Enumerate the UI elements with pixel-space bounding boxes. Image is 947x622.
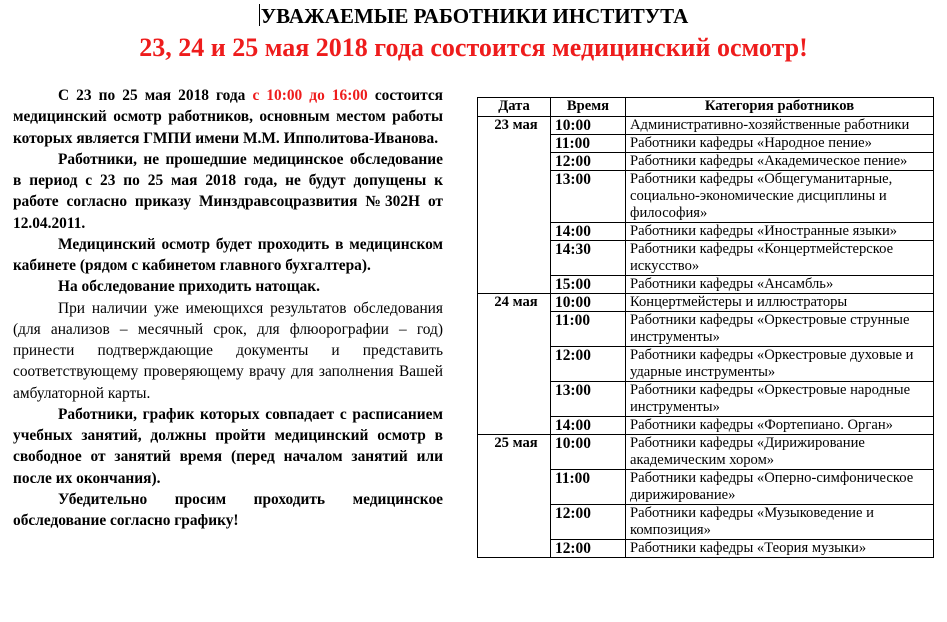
schedule-time: 13:00: [551, 171, 626, 223]
schedule-time: 10:00: [551, 435, 626, 470]
schedule-time: 10:00: [551, 117, 626, 135]
table-row: [478, 117, 934, 135]
schedule-category: Работники кафедры «Оркестровые духовые и ударные инструменты»: [626, 347, 934, 382]
paragraph-fasting: На обследование приходить натощак.: [58, 278, 320, 296]
schedule-category: Работники кафедры «Оперно-симфоническое дирижирование»: [626, 470, 934, 505]
schedule-time: 11:00: [551, 312, 626, 347]
schedule-category: Работники кафедры «Народное пение»: [626, 135, 934, 153]
schedule-time: 12:00: [551, 540, 626, 558]
schedule-category: Работники кафедры «Оркестровые струнные инструменты»: [626, 312, 934, 347]
schedule-time: 12:00: [551, 505, 626, 540]
schedule-body: [478, 117, 934, 558]
paragraph-admission: Работники, не прошедшие медицинское обследование в период с 23 по 25 мая 2018 года, не будут допущены к работе согласно приказу Минздравсоцразвития №302Н от 12.04.2011.: [13, 150, 443, 232]
schedule-time: 11:00: [551, 470, 626, 505]
table-row: [478, 294, 934, 312]
schedule-category: Концертмейстеры и иллюстраторы: [626, 294, 934, 312]
hours-highlight: с 10:00 до 16:00: [252, 87, 368, 104]
header-date: Дата: [478, 98, 551, 117]
schedule-time: 10:00: [551, 294, 626, 312]
notice-body: [13, 85, 443, 531]
paragraph-results: При наличии уже имеющихся результатов обследования (для анализов – месячный срок, для флюорографии – год) принести подтверждающие документы и представить соответствующему проверяющему врачу для заполнения Вашей амбулаторной карты.: [13, 299, 443, 402]
schedule-date: 24 мая: [478, 294, 551, 435]
paragraph-location: Медицинский осмотр будет проходить в медицинском кабинете (рядом с кабинетом главного бухгалтера).: [13, 235, 443, 274]
schedule-category: Работники кафедры «Теория музыки»: [626, 540, 934, 558]
paragraph-request: Убедительно просим проходить медицинское обследование согласно графику!: [13, 490, 443, 529]
table-row: [478, 435, 934, 470]
schedule-category: Работники кафедры «Иностранные языки»: [626, 223, 934, 241]
paragraph-dates: С 23 по 25 мая 2018 года с 10:00 до 16:00 состоится медицинский осмотр работников, основным местом работы которых является ГМПИ имени М.М. Ипполитова-Иванова.: [13, 87, 444, 147]
schedule-category: Работники кафедры «Академическое пение»: [626, 153, 934, 171]
schedule-category: Работники кафедры «Общегуманитарные, социально-экономические дисциплины и философия»: [626, 171, 934, 223]
schedule-category: Работники кафедры «Концертмейстерское искусство»: [626, 241, 934, 276]
header-time: Время: [551, 98, 626, 117]
notice-title: УВАЖАЕМЫЕ РАБОТНИКИ ИНСТИТУТА: [260, 4, 689, 28]
schedule-time: 14:00: [551, 223, 626, 241]
schedule-date: 25 мая: [478, 435, 551, 558]
schedule-time: 14:30: [551, 241, 626, 276]
schedule-category: Работники кафедры «Дирижирование академическим хором»: [626, 435, 934, 470]
schedule-category: Административно-хозяйственные работники: [626, 117, 934, 135]
schedule-category: Работники кафедры «Фортепиано. Орган»: [626, 417, 934, 435]
schedule-header-row: [478, 98, 934, 117]
paragraph-class-schedule: Работники, график которых совпадает с расписанием учебных занятий, должны пройти медицинский осмотр в свободное от занятий время (перед началом занятий или после их окончания).: [13, 405, 443, 487]
schedule-time: 14:00: [551, 417, 626, 435]
schedule-time: 15:00: [551, 276, 626, 294]
schedule-time: 13:00: [551, 382, 626, 417]
schedule-time: 12:00: [551, 347, 626, 382]
notice-subtitle: 23, 24 и 25 мая 2018 года состоится медицинский осмотр!: [139, 33, 808, 62]
schedule-time: 12:00: [551, 153, 626, 171]
header-category: Категория работников: [626, 98, 934, 117]
schedule-category: Работники кафедры «Оркестровые народные инструменты»: [626, 382, 934, 417]
schedule-date: 23 мая: [478, 117, 551, 294]
schedule-category: Работники кафедры «Музыковедение и композиция»: [626, 505, 934, 540]
schedule-time: 11:00: [551, 135, 626, 153]
text-cursor: [259, 4, 260, 26]
schedule-category: Работники кафедры «Ансамбль»: [626, 276, 934, 294]
schedule-table: [477, 97, 934, 558]
